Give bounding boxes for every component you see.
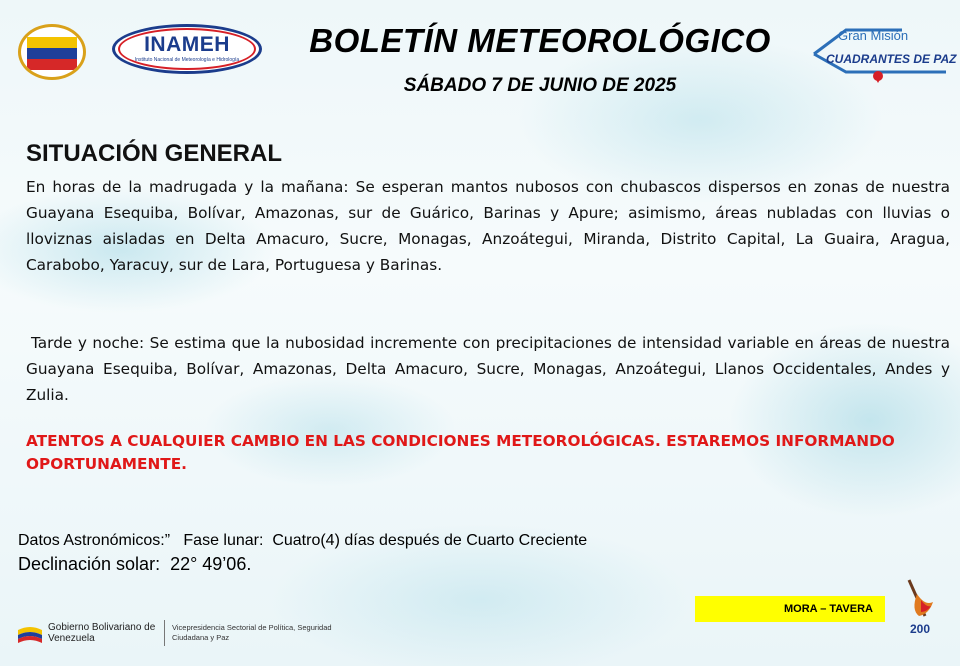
gran-mision-main-text: CUADRANTES DE PAZ bbox=[826, 52, 957, 66]
inameh-logo-subtext: Instituto Nacional de Meteorología e Hidrología bbox=[134, 57, 240, 63]
inameh-logo-text: INAMEH bbox=[144, 33, 230, 56]
flag-stripe-red bbox=[27, 59, 77, 70]
venezuela-emblem bbox=[18, 24, 86, 80]
alert-notice: ATENTOS A CUALQUIER CAMBIO EN LAS CONDICIONES METEOROLÓGICAS. ESTAREMOS INFORMANDO OPORTUNAMENTE. bbox=[26, 432, 895, 473]
forecast-morning-paragraph: En horas de la madrugada y la mañana: Se esperan mantos nubosos con chubascos dispersos en zonas de nuestra Guayana Esequiba, Bolívar, Amazonas, sur de Guárico, Barinas y Apure; asimismo, áreas nubladas con lluvias o lloviznas aisladas en Delta Amacuro, Sucre, Monagas, Anzoátegui, Miranda, Distrito Capital, La Guaira, Aragua, Carabobo, Yaracuy, sur de Lara, Portuguesa y Barinas. bbox=[26, 178, 950, 274]
astronomical-data: Datos Astronómicos:” Fase lunar: Cuatro(4) días después de Cuarto Creciente bbox=[18, 532, 588, 549]
authors-label: MORA – TAVERA bbox=[695, 596, 885, 622]
section-heading: SITUACIÓN GENERAL bbox=[26, 140, 283, 167]
flag-stripe-blue bbox=[27, 48, 77, 59]
gran-mision-top-text: Gran Misión bbox=[838, 28, 909, 43]
anniversary-number: 200 bbox=[909, 622, 931, 636]
gov-name: Gobierno Bolivariano de Venezuela bbox=[48, 622, 156, 644]
gov-flag-icon bbox=[16, 622, 44, 644]
vice-presidency-text: Vicepresidencia Sectorial de Política, Seguridad Ciudadana y Paz bbox=[172, 623, 332, 642]
footer-divider bbox=[164, 620, 165, 646]
solar-declination: Declinación solar: 22° 49’06. bbox=[18, 554, 252, 574]
flag-stripe-yellow bbox=[27, 37, 77, 48]
forecast-evening-paragraph: Tarde y noche: Se estima que la nubosidad incremente con precipitaciones de intensidad variable en áreas de nuestra Guayana Esequiba, Bolívar, Amazonas, Delta Amacuro, Sucre, Monagas, Anzoátegui, Llanos Occidentales, Andes y Zulia. bbox=[26, 334, 950, 404]
page-title: BOLETÍN METEOROLÓGICO bbox=[309, 22, 771, 59]
bulletin-date: SÁBADO 7 DE JUNIO DE 2025 bbox=[403, 75, 677, 96]
